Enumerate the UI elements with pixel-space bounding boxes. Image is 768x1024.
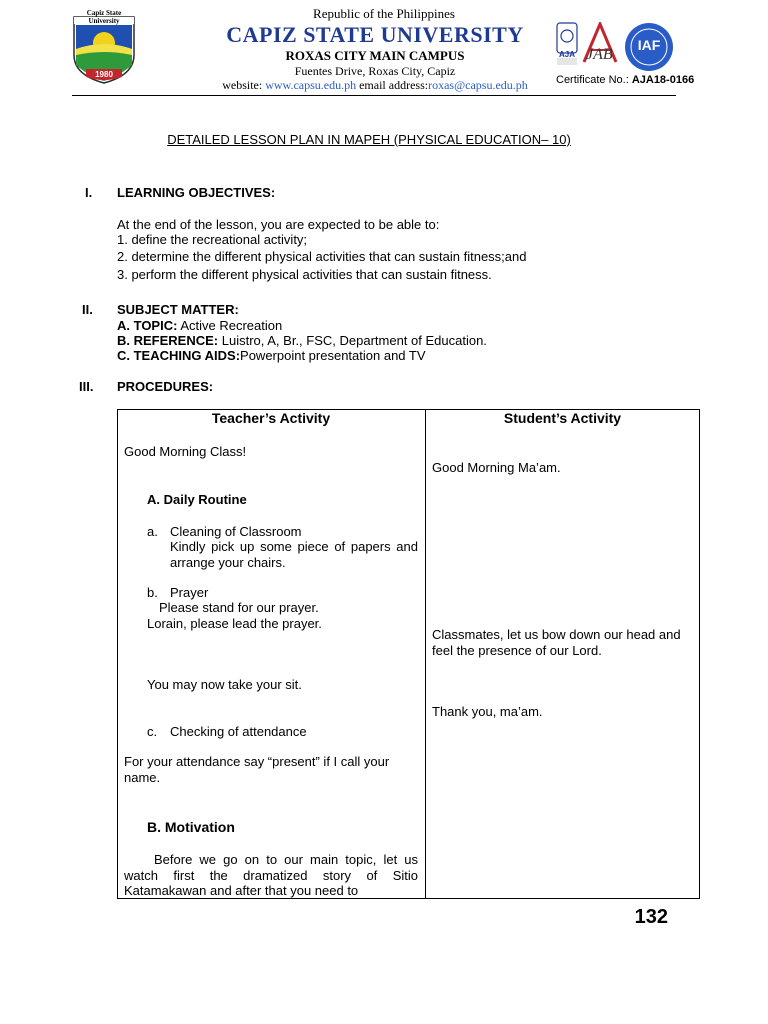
teacher-column-header: Teacher’s Activity — [211, 410, 331, 426]
motivation-text: Before we go on to our main topic, let us watch first the dramatized story of Sitio Katamakawan and after that you need to — [124, 852, 418, 898]
item-b-label: b. — [147, 585, 158, 600]
objective-item: 1. define the recreational activity; — [117, 232, 308, 247]
item-c-label: c. — [147, 724, 158, 739]
teaching-aids-label: C. TEACHING AIDS: — [117, 348, 241, 363]
reference-line — [117, 333, 487, 349]
seal-year-text: 1980 — [95, 70, 113, 79]
section-2-number: II. — [82, 302, 93, 317]
page-number: 132 — [634, 906, 668, 928]
teaching-aids-value: Powerpoint presentation and TV — [240, 348, 426, 363]
objectives-intro: At the end of the lesson, you are expected to be able to: — [117, 217, 440, 232]
contact-line — [150, 78, 600, 93]
website-link[interactable]: www.capsu.edu.ph — [265, 78, 357, 92]
attendance-instruction: For your attendance say “present” if I call your name. — [124, 754, 390, 785]
topic-line — [117, 318, 282, 334]
iaf-label: IAF — [637, 37, 661, 53]
objective-item: 3. perform the different physical activities that can sustain fitness. — [117, 267, 492, 282]
take-sit-instruction: You may now take your sit. — [147, 677, 302, 692]
email-label: email address: — [356, 78, 429, 92]
student-thanks: Thank you, ma’am. — [432, 704, 543, 719]
aja-label: AJA — [558, 50, 575, 59]
daily-routine-heading: A. Daily Routine — [147, 492, 247, 507]
prayer-title: Prayer — [170, 585, 209, 600]
republic-text: Republic of the Philippines — [313, 6, 455, 21]
section-1-title: LEARNING OBJECTIVES: — [117, 185, 276, 200]
student-prayer: Classmates, let us bow down our head and feel the presence of our Lord. — [432, 627, 681, 658]
section-1-number: I. — [85, 185, 93, 200]
cleaning-title: Cleaning of Classroom — [170, 524, 302, 539]
cleaning-instruction: Kindly pick up some piece of papers and arrange your chairs. — [170, 539, 418, 570]
topic-label: A. TOPIC: — [117, 318, 178, 333]
website-label: website: — [222, 78, 266, 92]
motivation-heading: B. Motivation — [147, 819, 235, 835]
topic-value: Active Recreation — [177, 318, 283, 333]
cert-label: Certificate No.: — [556, 74, 632, 86]
campus-address: Fuentes Drive, Roxas City, Capiz — [294, 64, 456, 78]
attendance-title: Checking of attendance — [170, 724, 307, 739]
document-title: DETAILED LESSON PLAN IN MAPEH (PHYSICAL EDUCATION– 10) — [167, 132, 571, 147]
item-a-label: a. — [147, 524, 158, 539]
prayer-instruction: Please stand for our prayer. — [159, 600, 319, 615]
reference-label: B. REFERENCE: — [117, 333, 219, 348]
table-column-divider — [425, 409, 426, 899]
section-3-number: III. — [79, 379, 94, 394]
prayer-leader-instruction: Lorain, please lead the prayer. — [147, 616, 322, 631]
teaching-aids-line — [117, 348, 426, 364]
email-link[interactable]: roxas@capsu.edu.ph — [428, 78, 528, 92]
university-name: CAPIZ STATE UNIVERSITY — [226, 22, 524, 47]
reference-value: Luistro, A, Br., FSC, Department of Education. — [218, 333, 487, 348]
jab-label: JAB — [586, 46, 613, 63]
cert-value: AJA18-0166 — [631, 74, 695, 86]
aja-logo — [556, 22, 578, 66]
campus-name: ROXAS CITY MAIN CAMPUS — [285, 48, 465, 63]
objective-item: 2. determine the different physical activities that can sustain fitness;and — [117, 249, 527, 264]
section-2-title: SUBJECT MATTER: — [117, 302, 239, 317]
student-column-header: Student’s Activity — [503, 410, 622, 426]
seal-name-text: Capiz State University — [86, 9, 122, 25]
student-greeting: Good Morning Ma’am. — [432, 460, 561, 475]
certificate-number — [556, 74, 694, 86]
teacher-greeting: Good Morning Class! — [124, 444, 247, 459]
section-3-title: PROCEDURES: — [117, 379, 214, 394]
header-divider — [72, 95, 676, 96]
